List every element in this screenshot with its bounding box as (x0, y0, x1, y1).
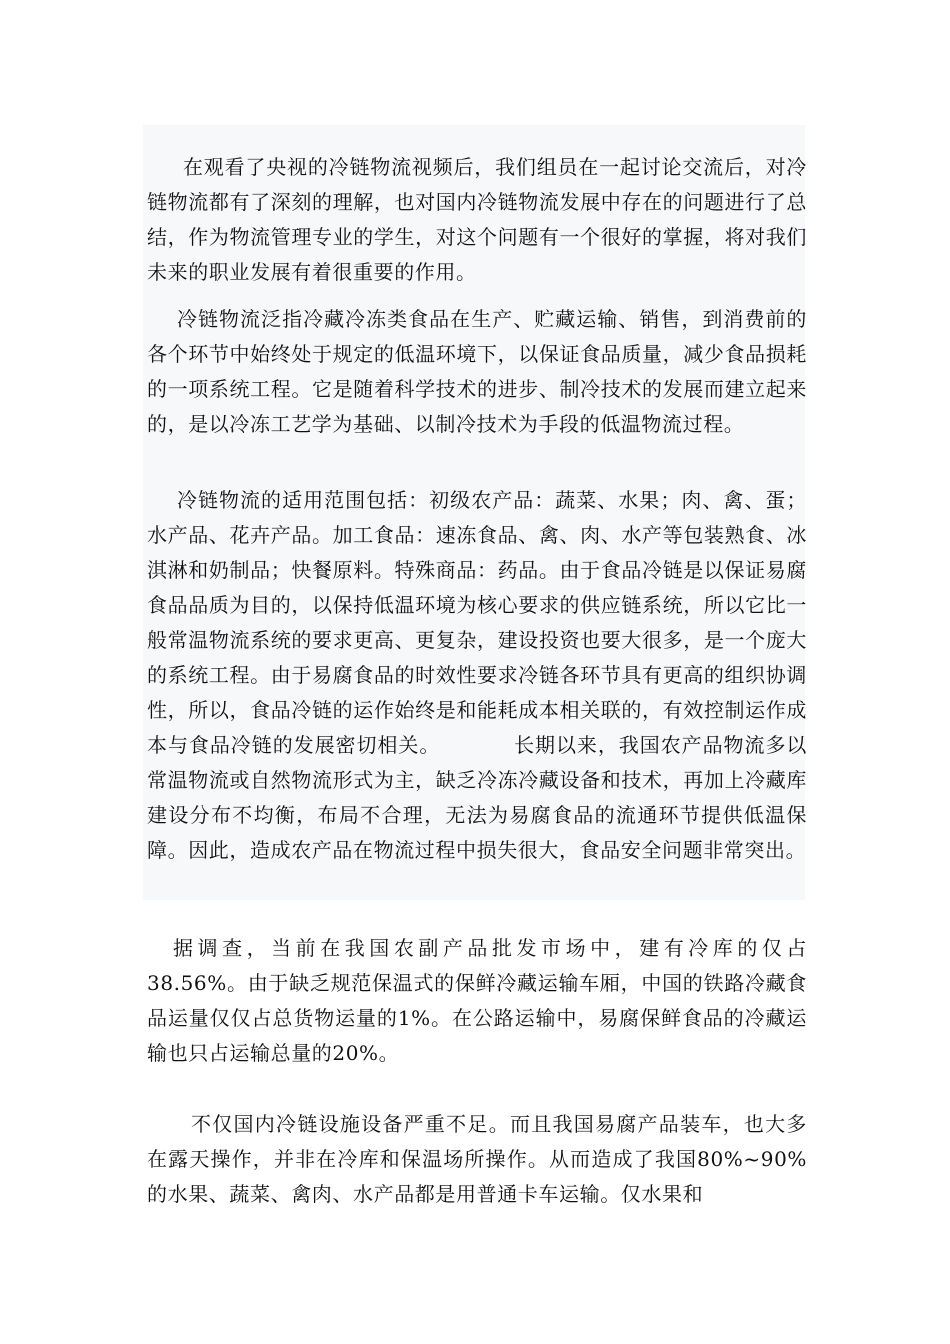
paragraph-scope: 冷链物流的适用范围包括：初级农产品：蔬菜、水果；肉、禽、蛋；水产品、花卉产品。加工食品：速冻食品、禽、肉、水产等包装熟食、冰淇淋和奶制品；快餐原料。特殊商品：药品。由于食品冷链是以保证易腐食品品质为目的，以保持低温环境为核心要求的供应链系统，所以它比一般常温物流系统的要求更高、更复杂，建设投资也要大很多，是一个庞大的系统工程。由于易腐食品的时效性要求冷链各环节具有更高的组织协调性，所以，食品冷链的运作始终是和能耗成本相关联的，有效控制运作成本与食品冷链的发展密切相关。 长期以来，我国农产品物流多以常温物流或自然物流形式为主，缺乏冷冻冷藏设备和技术，再加上冷藏库建设分布不均衡，布局不合理，无法为易腐食品的流通环节提供低温保障。因此，造成农产品在物流过程中损失很大，食品安全问题非常突出。 (147, 488, 807, 862)
paragraph-facilities: 不仅国内冷链设施设备严重不足。而且我国易腐产品装车，也大多在露天操作，并非在冷库和保温场所操作。从而造成了我国80%~90%的水果、蔬菜、禽肉、水产品都是用普通卡车运输。仅水果和 (147, 1112, 807, 1206)
paragraph-definition: 冷链物流泛指冷藏冷冻类食品在生产、贮藏运输、销售，到消费前的各个环节中始终处于规定的低温环境下，以保证食品质量，减少食品损耗的一项系统工程。它是随着科学技术的进步、制冷技术的发展而建立起来的，是以冷冻工艺学为基础、以制冷技术为手段的低温物流过程。 (147, 307, 807, 436)
paragraph-intro: 在观看了央视的冷链物流视频后，我们组员在一起讨论交流后，对冷链物流都有了深刻的理解，也对国内冷链物流发展中存在的问题进行了总结，作为物流管理专业的学生，对这个问题有一个很好的掌握，将对我们未来的职业发展有着很重要的作用。 (147, 155, 807, 284)
paragraph-survey: 据调查，当前在我国农副产品批发市场中，建有冷库的仅占38.56%。由于缺乏规范保温式的保鲜冷藏运输车厢，中国的铁路冷藏食品运量仅仅占总货物运量的1%。在公路运输中，易腐保鲜食品的冷藏运输也只占运输总量的20%。 (147, 936, 807, 1065)
